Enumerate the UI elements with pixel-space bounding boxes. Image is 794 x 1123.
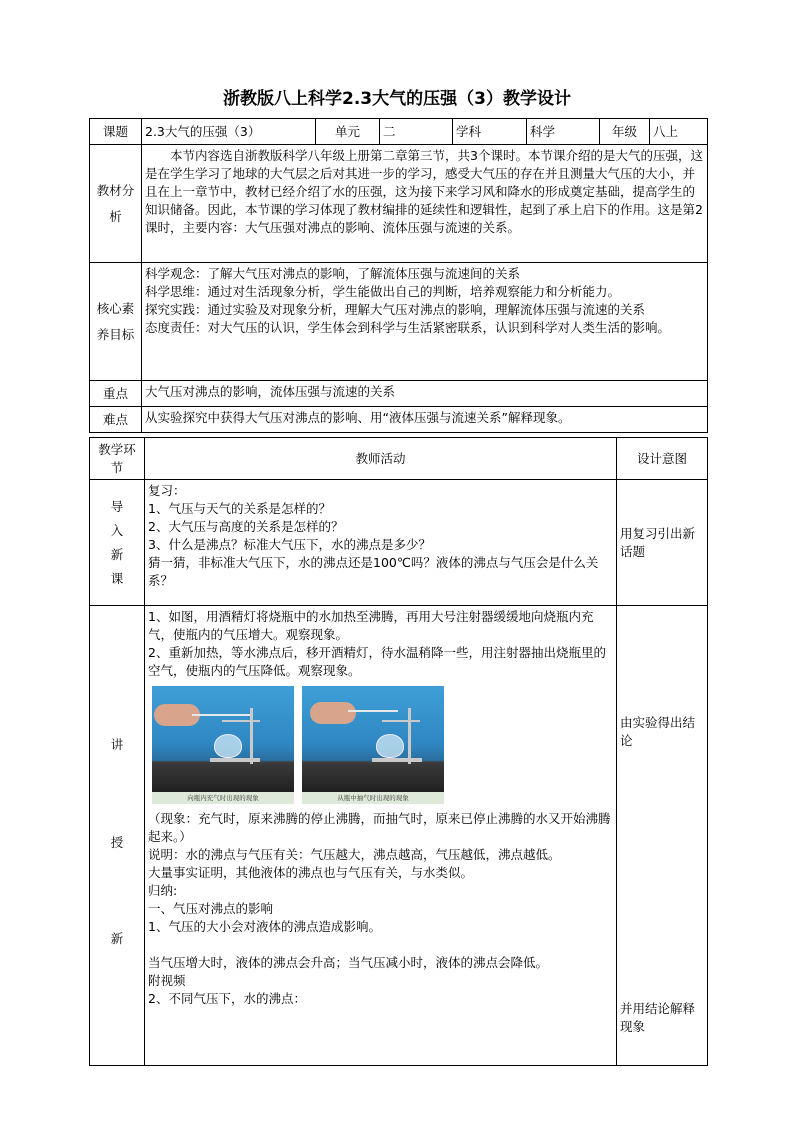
lecture-line: 一、气压对沸点的影响	[148, 901, 274, 916]
unit-value: 二	[380, 119, 453, 145]
lecture-line: 说明：水的沸点与气压有关：气压越大，沸点越高，气压越低，沸点越低。	[148, 847, 561, 862]
photo-caption: 向瓶内充气时出现的现象	[152, 792, 294, 804]
lecture-line: （现象：充气时，原来沸腾的停止沸腾，而抽气时，原来已停止沸腾的水又开始沸腾起来。）	[148, 811, 611, 844]
intro-stage: 导 入 新 课	[90, 480, 145, 606]
core-line: 态度责任：对大气压的认识，学生体会到科学与生活紧密联系，认识到科学对人类生活的影响。	[145, 320, 671, 335]
page-title: 浙教版八上科学2.3大气的压强（3）教学设计	[223, 89, 571, 109]
stage-header: 教学环节	[90, 438, 145, 480]
intro-line: 猜一猜，非标准大气压下，水的沸点还是100℃吗？液体的沸点与气压会是什么关系？	[148, 555, 599, 588]
lesson-info-table	[89, 118, 708, 433]
core-line: 科学观念：了解大气压对沸点的影响，了解流体压强与流速间的关系	[145, 266, 521, 281]
photo-inflate	[152, 686, 294, 804]
key-text: 大气压对沸点的影响，流体压强与流速的关系	[142, 381, 708, 407]
intro-line: 复习：	[148, 483, 186, 498]
grade-label: 年级	[600, 119, 650, 145]
lecture-line: 1、气压的大小会对液体的沸点造成影响。	[148, 919, 381, 934]
subject-value: 科学	[527, 119, 600, 145]
intro-content	[145, 480, 617, 606]
core-line: 科学思维：通过对生活现象分析，学生能做出自己的判断，培养观察能力和分析能力。	[145, 284, 621, 299]
core-line: 探究实践：通过实验及对现象分析，理解大气压对沸点的影响，理解流体压强与流速的关系	[145, 302, 646, 317]
analysis-label: 教材分析	[90, 145, 142, 263]
topic-label: 课题	[90, 119, 142, 145]
photo-extract	[302, 686, 444, 804]
topic-value: 2.3大气的压强（3）	[142, 119, 316, 145]
process-table	[89, 437, 708, 1066]
lecture-line: 附视频	[148, 973, 186, 988]
grade-value: 八上	[650, 119, 708, 145]
lecture-line: 归纳:	[148, 883, 178, 898]
intro-intent: 用复习引出新话题	[617, 480, 708, 606]
lecture-line: 大量事实证明，其他液体的沸点也与气压有关，与水类似。	[148, 865, 474, 880]
lecture-intent	[617, 606, 708, 1066]
key-label: 重点	[90, 381, 142, 407]
core-text	[142, 263, 708, 381]
intro-line: 3、什么是沸点？标准大气压下，水的沸点是多少？	[148, 537, 431, 552]
lecture-line	[148, 936, 613, 954]
difficulty-label: 难点	[90, 407, 142, 433]
lecture-line: 2、不同气压下，水的沸点：	[148, 991, 306, 1006]
lecture-stage: 讲 授 新	[90, 606, 145, 1066]
experiment-photos	[152, 686, 613, 804]
lecture-line: 当气压增大时，液体的沸点会升高；当气压减小时，液体的沸点会降低。	[148, 955, 549, 970]
photo-caption: 从瓶中抽气时出现的现象	[302, 792, 444, 804]
teacher-header: 教师活动	[145, 438, 617, 480]
intent-header: 设计意图	[617, 438, 708, 480]
analysis-text: 本节内容选自浙教版科学八年级上册第二章第三节，共3个课时。本节课介绍的是大气的压强，这是在学生学习了地球的大气层之后对其进一步的学习，感受大气压的存在并且测量大气压的大小，并且在上一章节中，教材已经介绍了水的压强，这为接下来学习风和降水的形成奠定基础，提高学生的知识储备。因此，本节课的学习体现了教材编排的延续性和逻辑性，起到了承上启下的作用。这是第2课时，主要内容：大气压强对沸点的影响、流体压强与流速的关系。	[142, 145, 708, 263]
intro-line: 1、气压与天气的关系是怎样的？	[148, 501, 331, 516]
intent-text: 并用结论解释现象	[620, 1001, 696, 1034]
lecture-content	[145, 606, 617, 1066]
difficulty-text: 从实验探究中获得大气压对沸点的影响、用“液体压强与流速关系”解释现象。	[142, 407, 708, 433]
intent-text: 由实验得出结论	[620, 715, 696, 748]
intro-line: 2、大气压与高度的关系是怎样的？	[148, 519, 344, 534]
lecture-line: 2、重新加热，等水沸点后，移开酒精灯，待水温稍降一些，用注射器抽出烧瓶里的空气，使瓶内的气压降低。观察现象。	[148, 645, 606, 678]
subject-label: 学科	[453, 119, 527, 145]
core-label: 核心素养目标	[90, 263, 142, 381]
lecture-line: 1、如图，用酒精灯将烧瓶中的水加热至沸腾，再用大号注射器缓缓地向烧瓶内充气，使瓶内的气压增大。观察现象。	[148, 609, 594, 642]
unit-label: 单元	[316, 119, 380, 145]
